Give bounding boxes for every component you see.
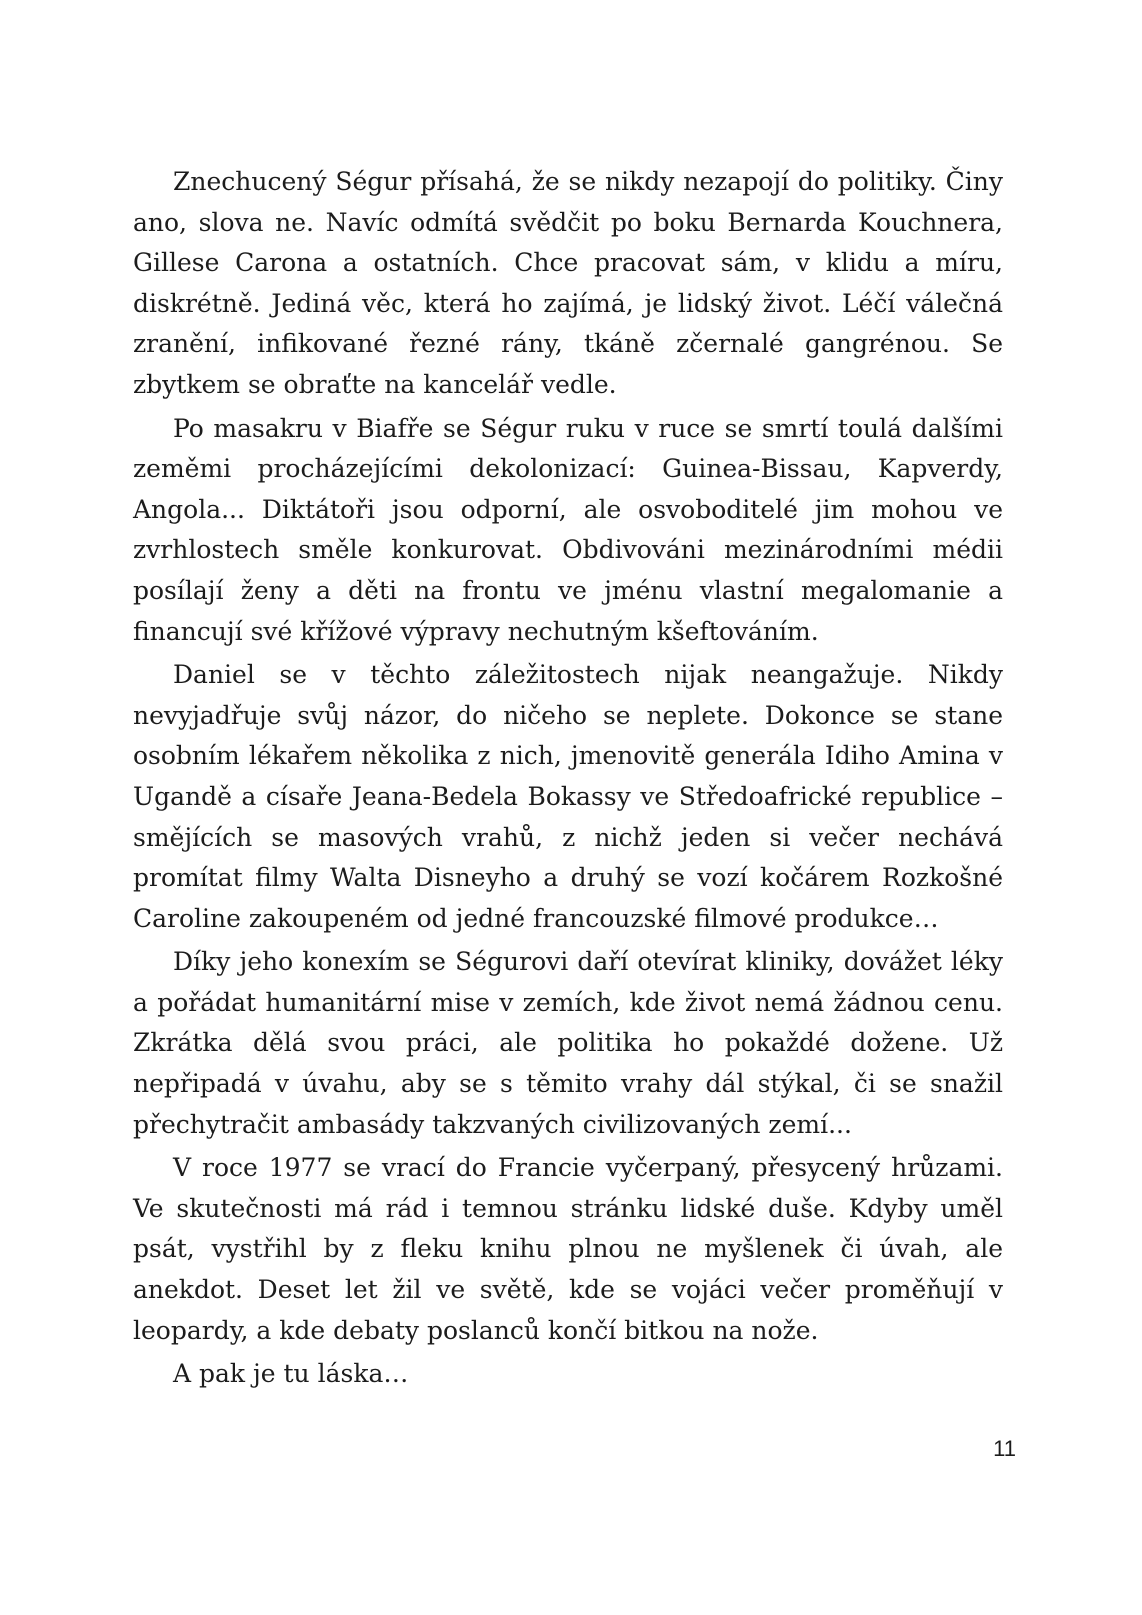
body-text xyxy=(133,162,1003,1398)
paragraph-5: V roce 1977 se vrací do Francie vyčerpaný, přesycený hrůzami. Ve skutečnosti má rád i temnou stránku lidské duše. Kdyby uměl psát, vystřihl by z fleku knihu plnou ne myšlenek či úvah, ale anekdot. Deset let žil ve světě, kde se vojáci večer proměňují v leopardy, a kde debaty poslanců končí bitkou na nože. xyxy=(133,1153,1003,1345)
paragraph-6: A pak je tu láska… xyxy=(173,1359,409,1389)
paragraph-1: Znechucený Ségur přísahá, že se nikdy nezapojí do politiky. Činy ano, slova ne. Navíc odmítá svědčit po boku Bernarda Kouchnera, Gillese Carona a ostatních. Chce pracovat sám, v klidu a míru, diskrétně. Jediná věc, která ho zajímá, je lidský život. Léčí válečná zranění, infikované řezné rány, tkáně zčernalé gangrénou. Se zbytkem se obraťte na kancelář vedle. xyxy=(133,167,1003,399)
paragraph-4: Díky jeho konexím se Ségurovi daří otevírat kliniky, dovážet léky a pořádat humanitární mise v zemích, kde život nemá žádnou cenu. Zkrátka dělá svou práci, ale politika ho pokaždé dožene. Už nepřipadá v úvahu, aby se s těmito vrahy dál stýkal, či se snažil přechytračit ambasády takzvaných civilizovaných zemí... xyxy=(133,947,1003,1139)
paragraph-3: Daniel se v těchto záležitostech nijak neangažuje. Nikdy nevyjadřuje svůj názor, do ničeho se neplete. Dokonce se stane osobním lékařem několika z nich, jmenovitě generála Idiho Amina v Ugandě a císaře Jeana-Bedela Bokassy ve Středoafrické republice – smějících se masových vrahů, z nichž jeden si večer nechává promítat filmy Walta Disneyho a druhý se vozí kočárem Rozkošné Caroline zakoupeném od jedné francouzské filmové produkce… xyxy=(133,660,1003,933)
page-number: 11 xyxy=(993,1436,1016,1461)
paragraph-2: Po masakru v Biafře se Ségur ruku v ruce se smrtí toulá dalšími zeměmi procházejícími dekolonizací: Guinea-Bissau, Kapverdy, Angola... Diktátoři jsou odporní, ale osvoboditelé jim mohou ve zvrhlostech směle konkurovat. Obdivováni mezinárodními médii posílají ženy a děti na frontu ve jménu vlastní megalomanie a financují své křížové výpravy nechutným kšeftováním. xyxy=(133,413,1003,646)
